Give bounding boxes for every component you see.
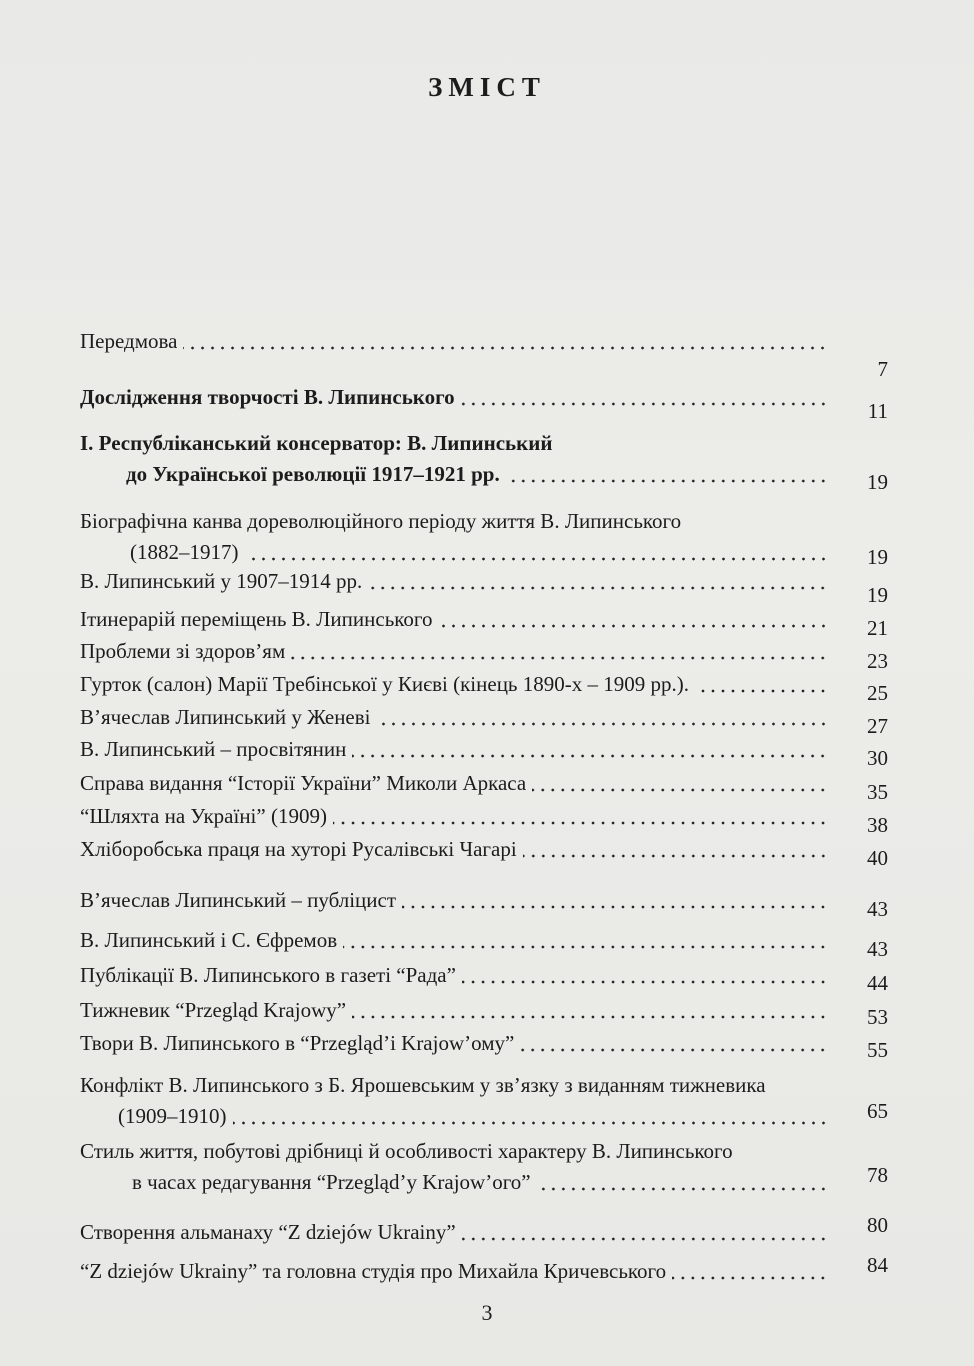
leader-dots bbox=[520, 1048, 828, 1052]
toc-entry bbox=[80, 702, 828, 733]
toc-entry-text: Хліборобська праця на хуторі Русалівські Чагарі bbox=[80, 837, 517, 861]
toc-entry-text: В. Липинський у 1907–1914 рр. bbox=[80, 569, 363, 593]
toc-entry bbox=[80, 834, 828, 865]
leader-dots bbox=[333, 821, 828, 825]
toc-page-number: 40 bbox=[867, 846, 888, 870]
toc-entry bbox=[80, 768, 828, 799]
toc-entry bbox=[80, 1136, 828, 1198]
toc-entry bbox=[80, 428, 828, 490]
toc-entry bbox=[80, 995, 828, 1026]
toc-page-number: 19 bbox=[867, 583, 888, 607]
toc-entry-text-line1: Конфлікт В. Липинського з Б. Ярошевським у зв’язку з виданням тижневика bbox=[80, 1073, 766, 1097]
leader-dots bbox=[695, 689, 828, 693]
toc-entry-text: Справа видання “Історії України” Миколи Аркаса bbox=[80, 771, 527, 795]
toc-entry bbox=[80, 925, 828, 956]
toc-entry bbox=[80, 636, 828, 667]
toc-entry-text: Тижневик “Przegląd Krajowy” bbox=[80, 998, 347, 1022]
toc-entry-text: Ітинерарій переміщень В. Липинського bbox=[80, 607, 433, 631]
toc-page-number: 38 bbox=[867, 813, 888, 837]
toc-page-number: 44 bbox=[867, 971, 888, 995]
leader-dots bbox=[461, 402, 828, 406]
toc-entry bbox=[80, 566, 828, 597]
leader-dots bbox=[352, 1015, 828, 1019]
leader-dots bbox=[462, 1237, 828, 1241]
leader-dots bbox=[352, 754, 828, 758]
toc-entry-text: Дослідження творчості В. Липинського bbox=[80, 385, 455, 409]
toc-page-number: 80 bbox=[867, 1213, 888, 1237]
toc-entry bbox=[80, 382, 828, 413]
toc-page-number: 53 bbox=[867, 1005, 888, 1029]
leader-dots bbox=[183, 346, 828, 350]
toc-page-number: 43 bbox=[867, 897, 888, 921]
leader-dots bbox=[377, 722, 828, 726]
toc-entry bbox=[80, 1217, 828, 1248]
toc-entry-text-line1: Біографічна канва дореволюційного періоду життя В. Липинського bbox=[80, 509, 682, 533]
toc-entry bbox=[80, 604, 828, 635]
toc-entry-text: Гурток (салон) Марії Требінської у Києві (кінець 1890-х – 1909 рр.). bbox=[80, 672, 689, 696]
toc-entry bbox=[80, 669, 828, 700]
toc-page-number: 65 bbox=[867, 1099, 888, 1123]
toc-page-number: 19 bbox=[867, 545, 888, 569]
toc-entry bbox=[80, 506, 828, 568]
toc-entry-text: В’ячеслав Липинський – публіцист bbox=[80, 888, 397, 912]
toc-page-number: 35 bbox=[867, 780, 888, 804]
toc-entry bbox=[80, 734, 828, 765]
toc-entry-text: “Шляхта на Україні” (1909) bbox=[80, 804, 327, 828]
leader-dots bbox=[368, 586, 828, 590]
leader-dots bbox=[245, 557, 829, 561]
toc-page-number: 25 bbox=[867, 681, 888, 705]
toc-page-number: 19 bbox=[867, 470, 888, 494]
toc-page-number: 43 bbox=[867, 937, 888, 961]
toc-entry-text: Твори В. Липинського в “Przegląd’і Krajow’ому” bbox=[80, 1031, 515, 1055]
leader-dots bbox=[462, 980, 828, 984]
toc-entry bbox=[80, 801, 828, 832]
toc-entry bbox=[80, 960, 828, 991]
toc-entry-text: В’ячеслав Липинський у Женеві bbox=[80, 705, 371, 729]
toc-entry-text: В. Липинський – просвітянин bbox=[80, 737, 347, 761]
toc-entry-text: Створення альманаху “Z dziejów Ukrainy” bbox=[80, 1220, 456, 1244]
leader-dots bbox=[537, 1187, 828, 1191]
toc-entry-text-line2: до Української революції 1917–1921 рр. bbox=[126, 462, 500, 486]
toc-entry-text-line2: (1882–1917) bbox=[130, 540, 239, 564]
toc-entry-text: “Z dziejów Ukrainy” та головна студія про Михайла Кричевського bbox=[80, 1259, 667, 1283]
toc-entry-text: Публікації В. Липинського в газеті “Рада” bbox=[80, 963, 456, 987]
toc-page-number: 7 bbox=[877, 357, 888, 381]
toc-entry-text: Передмова bbox=[80, 329, 178, 353]
page-title: ЗМІСТ bbox=[428, 72, 546, 102]
toc-entry-text-line2: (1909–1910) bbox=[118, 1104, 227, 1128]
toc-entry bbox=[80, 1028, 828, 1059]
leader-dots bbox=[506, 479, 828, 483]
toc-entry bbox=[80, 1256, 828, 1287]
leader-dots bbox=[672, 1276, 828, 1280]
page-number-footer: 3 bbox=[481, 1300, 493, 1325]
toc-entry bbox=[80, 326, 828, 357]
toc-page-number: 78 bbox=[867, 1163, 888, 1187]
toc-page-number: 11 bbox=[867, 399, 888, 423]
toc-page-number: 23 bbox=[867, 649, 888, 673]
toc-page-number: 27 bbox=[867, 714, 888, 738]
toc-entry-text-line1: І. Республіканський консерватор: В. Липинський bbox=[80, 431, 553, 455]
toc-page-number: 84 bbox=[867, 1253, 888, 1277]
leader-dots bbox=[402, 905, 828, 909]
leader-dots bbox=[233, 1121, 829, 1125]
toc-entry bbox=[80, 1070, 828, 1132]
leader-dots bbox=[343, 945, 828, 949]
leader-dots bbox=[439, 624, 829, 628]
toc-page-number: 30 bbox=[867, 746, 888, 770]
leader-dots bbox=[532, 788, 828, 792]
toc-page-number: 55 bbox=[867, 1038, 888, 1062]
leader-dots bbox=[291, 656, 828, 660]
leader-dots bbox=[523, 854, 828, 858]
toc-entry-text-line1: Стиль життя, побутові дрібниці й особливості характеру В. Липинського bbox=[80, 1139, 733, 1163]
toc-entry-text-line2: в часах редагування “Przegląd’у Krajow’ого” bbox=[132, 1170, 531, 1194]
toc-entry bbox=[80, 885, 828, 916]
toc-entry-text: Проблеми зі здоров’ям bbox=[80, 639, 286, 663]
toc-page-number: 21 bbox=[867, 616, 888, 640]
toc-entry-text: В. Липинський і С. Єфремов bbox=[80, 928, 338, 952]
